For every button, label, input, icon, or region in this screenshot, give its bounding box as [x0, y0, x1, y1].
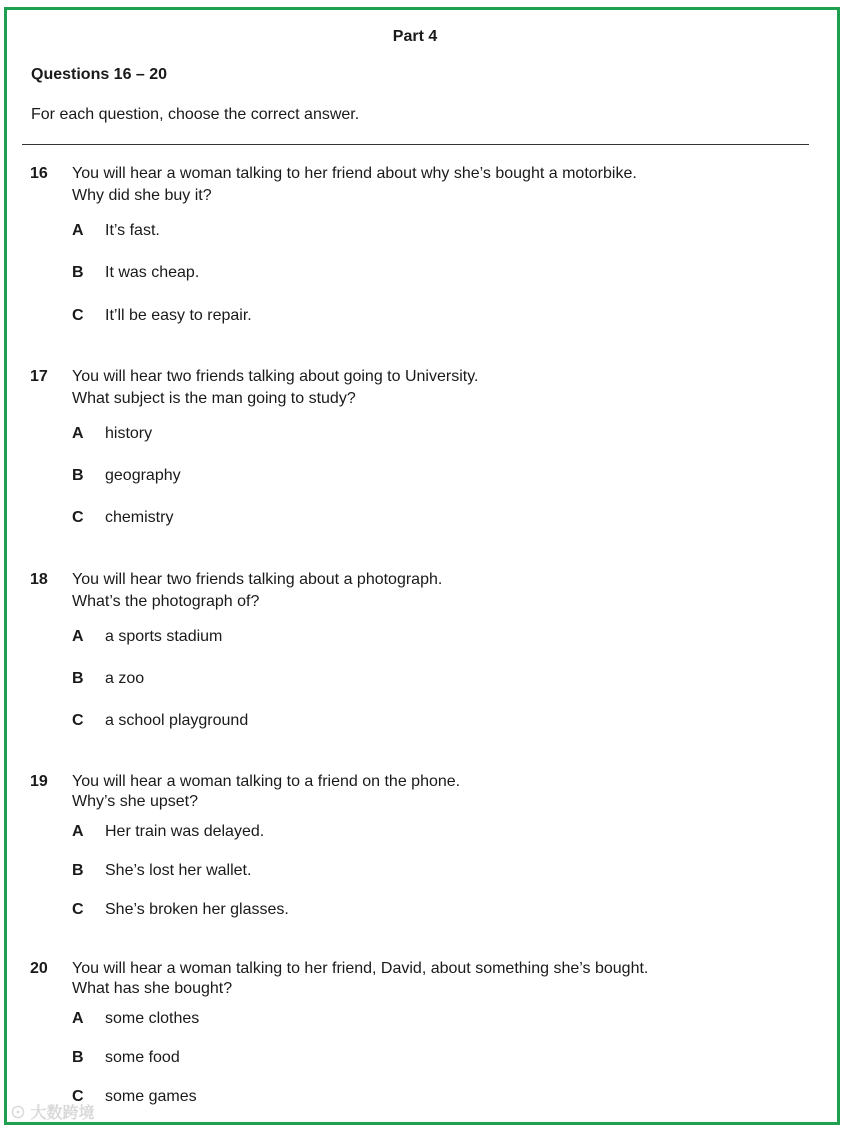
page-title: Part 4: [392, 28, 438, 45]
section-heading: Questions 16 – 20: [31, 66, 168, 83]
option-letter[interactable]: C: [72, 307, 84, 324]
option-letter[interactable]: C: [72, 509, 84, 526]
option-text[interactable]: Her train was delayed.: [105, 823, 265, 840]
option-letter[interactable]: B: [72, 467, 84, 484]
question-number: 17: [30, 368, 48, 385]
watermark-logo: ⊙ 大数跨境: [10, 1105, 95, 1122]
option-letter[interactable]: A: [72, 823, 84, 840]
option-letter[interactable]: A: [72, 222, 84, 239]
option-letter[interactable]: C: [72, 901, 84, 918]
instruction: For each question, choose the correct answer.: [31, 106, 360, 123]
option-letter[interactable]: B: [72, 264, 84, 281]
option-text[interactable]: She’s broken her glasses.: [105, 901, 289, 918]
divider: [22, 144, 809, 145]
question-prompt: What subject is the man going to study?: [72, 390, 356, 407]
option-text[interactable]: a zoo: [105, 670, 145, 687]
option-text[interactable]: geography: [105, 467, 181, 484]
option-text[interactable]: It’ll be easy to repair.: [105, 307, 252, 324]
option-text[interactable]: some food: [105, 1049, 180, 1066]
question-context: You will hear a woman talking to a friend on the phone.: [72, 773, 461, 790]
option-letter[interactable]: B: [72, 1049, 84, 1066]
question-context: You will hear two friends talking about going to University.: [72, 368, 479, 385]
option-letter[interactable]: A: [72, 425, 84, 442]
option-letter[interactable]: C: [72, 712, 84, 729]
option-letter[interactable]: C: [72, 1088, 84, 1105]
option-text[interactable]: She’s lost her wallet.: [105, 862, 252, 879]
question-context: You will hear a woman talking to her friend, David, about something she’s bought.: [72, 960, 649, 977]
option-text[interactable]: It’s fast.: [105, 222, 160, 239]
option-text[interactable]: It was cheap.: [105, 264, 200, 281]
option-letter[interactable]: B: [72, 670, 84, 687]
question-prompt: Why’s she upset?: [72, 793, 198, 810]
question-prompt: What has she bought?: [72, 980, 233, 997]
option-text[interactable]: chemistry: [105, 509, 174, 526]
option-text[interactable]: some games: [105, 1088, 197, 1105]
question-number: 16: [30, 165, 48, 182]
option-letter[interactable]: B: [72, 862, 84, 879]
option-text[interactable]: a sports stadium: [105, 628, 223, 645]
question-prompt: What’s the photograph of?: [72, 593, 260, 610]
option-text[interactable]: history: [105, 425, 153, 442]
question-number: 18: [30, 571, 48, 588]
option-letter[interactable]: A: [72, 1010, 84, 1027]
option-text[interactable]: a school playground: [105, 712, 249, 729]
question-context: You will hear two friends talking about a photograph.: [72, 571, 443, 588]
question-number: 19: [30, 773, 48, 790]
option-text[interactable]: some clothes: [105, 1010, 200, 1027]
question-prompt: Why did she buy it?: [72, 187, 212, 204]
option-letter[interactable]: A: [72, 628, 84, 645]
question-context: You will hear a woman talking to her friend about why she’s bought a motorbike.: [72, 165, 637, 182]
question-number: 20: [30, 960, 48, 977]
